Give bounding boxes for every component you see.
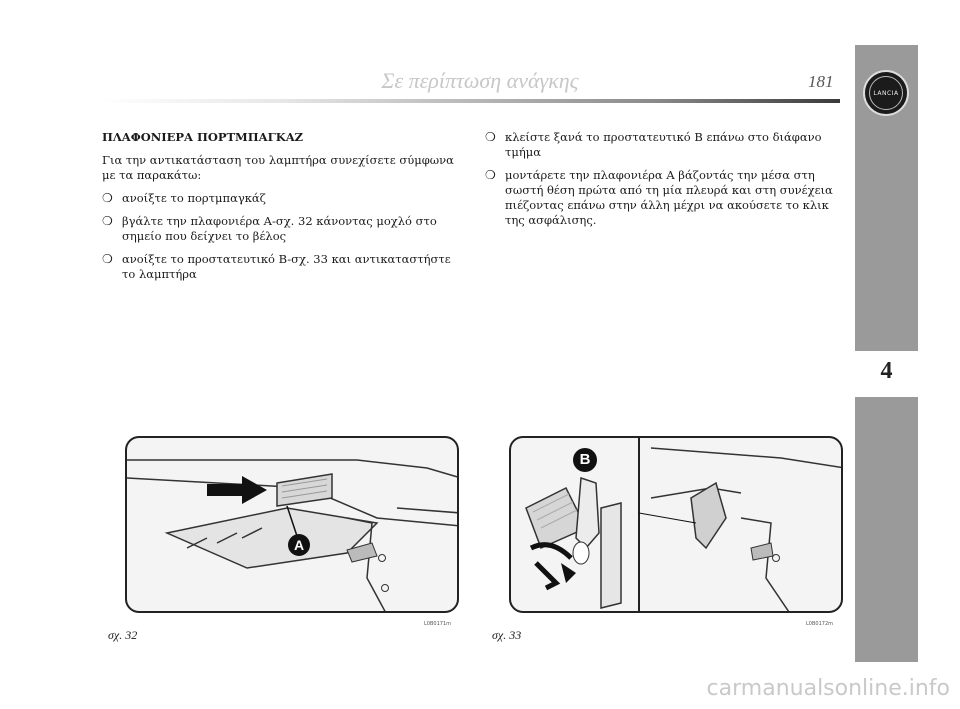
page-header-title: Σε περίπτωση ανάγκης	[381, 68, 579, 93]
figure-33-code: L0B0172m	[806, 621, 833, 627]
left-text-column	[102, 130, 457, 290]
right-text-column	[485, 130, 837, 236]
list-item-text: μοντάρετε την πλαφονιέρα A βάζοντάς την μέσα στη σωστή θέση πρώτα από τη μία πλευρά και στη συνέχεια πιέζοντας επάνω στην άλλη μέχρι να ακούσετε το κλικ της ασφάλισης.	[505, 168, 833, 227]
bullet-icon: ❍	[485, 168, 496, 182]
page-number: 181	[808, 72, 834, 91]
list-item	[102, 252, 457, 282]
list-item	[102, 191, 457, 206]
watermark: carmanualsonline.info	[706, 676, 950, 701]
chapter-sidebar	[855, 45, 918, 662]
list-item-text: ανοίξτε το προστατευτικό B-σχ. 33 και αντικαταστήστε το λαμπτήρα	[122, 252, 451, 281]
lancia-logo	[863, 70, 909, 116]
list-item-text: κλείστε ξανά το προστατευτικό B επάνω στο διάφανο τμήμα	[505, 130, 822, 159]
header-rule	[100, 99, 840, 103]
list-item-text: ανοίξτε το πορτμπαγκάζ	[122, 191, 266, 205]
figure-33-caption: σχ. 33	[492, 628, 522, 642]
figure-label-b: B	[573, 448, 597, 472]
list-item	[485, 130, 837, 160]
sidebar-lower-band	[855, 397, 918, 662]
list-item	[102, 214, 457, 244]
figure-32-code: L0B0171m	[424, 621, 451, 627]
section-title: ΠΛΑΦΟΝΙΕΡΑ ΠΟΡΤΜΠΑΓΚΑΖ	[102, 130, 304, 144]
bullet-icon: ❍	[102, 214, 113, 228]
intro-paragraph: Για την αντικατάσταση του λαμπτήρα συνεχίσετε σύμφωνα με τα παρακάτω:	[102, 153, 454, 182]
lancia-logo-text: LANCIA	[869, 76, 903, 110]
figure-32-caption: σχ. 32	[108, 628, 138, 642]
list-item	[485, 168, 837, 228]
bullet-icon: ❍	[102, 191, 113, 205]
chapter-number: 4	[880, 358, 893, 384]
trunk-lamp-illustration	[127, 438, 459, 613]
figure-33	[509, 436, 843, 613]
list-item-text: βγάλτε την πλαφονιέρα A-σχ. 32 κάνοντας μοχλό στο σημείο που δείχνει το βέλος	[122, 214, 437, 243]
figure-label-a: A	[288, 534, 310, 556]
bullet-icon: ❍	[485, 130, 496, 144]
lamp-cover-illustration	[511, 438, 843, 613]
figure-32	[125, 436, 459, 613]
bullet-icon: ❍	[102, 252, 113, 266]
